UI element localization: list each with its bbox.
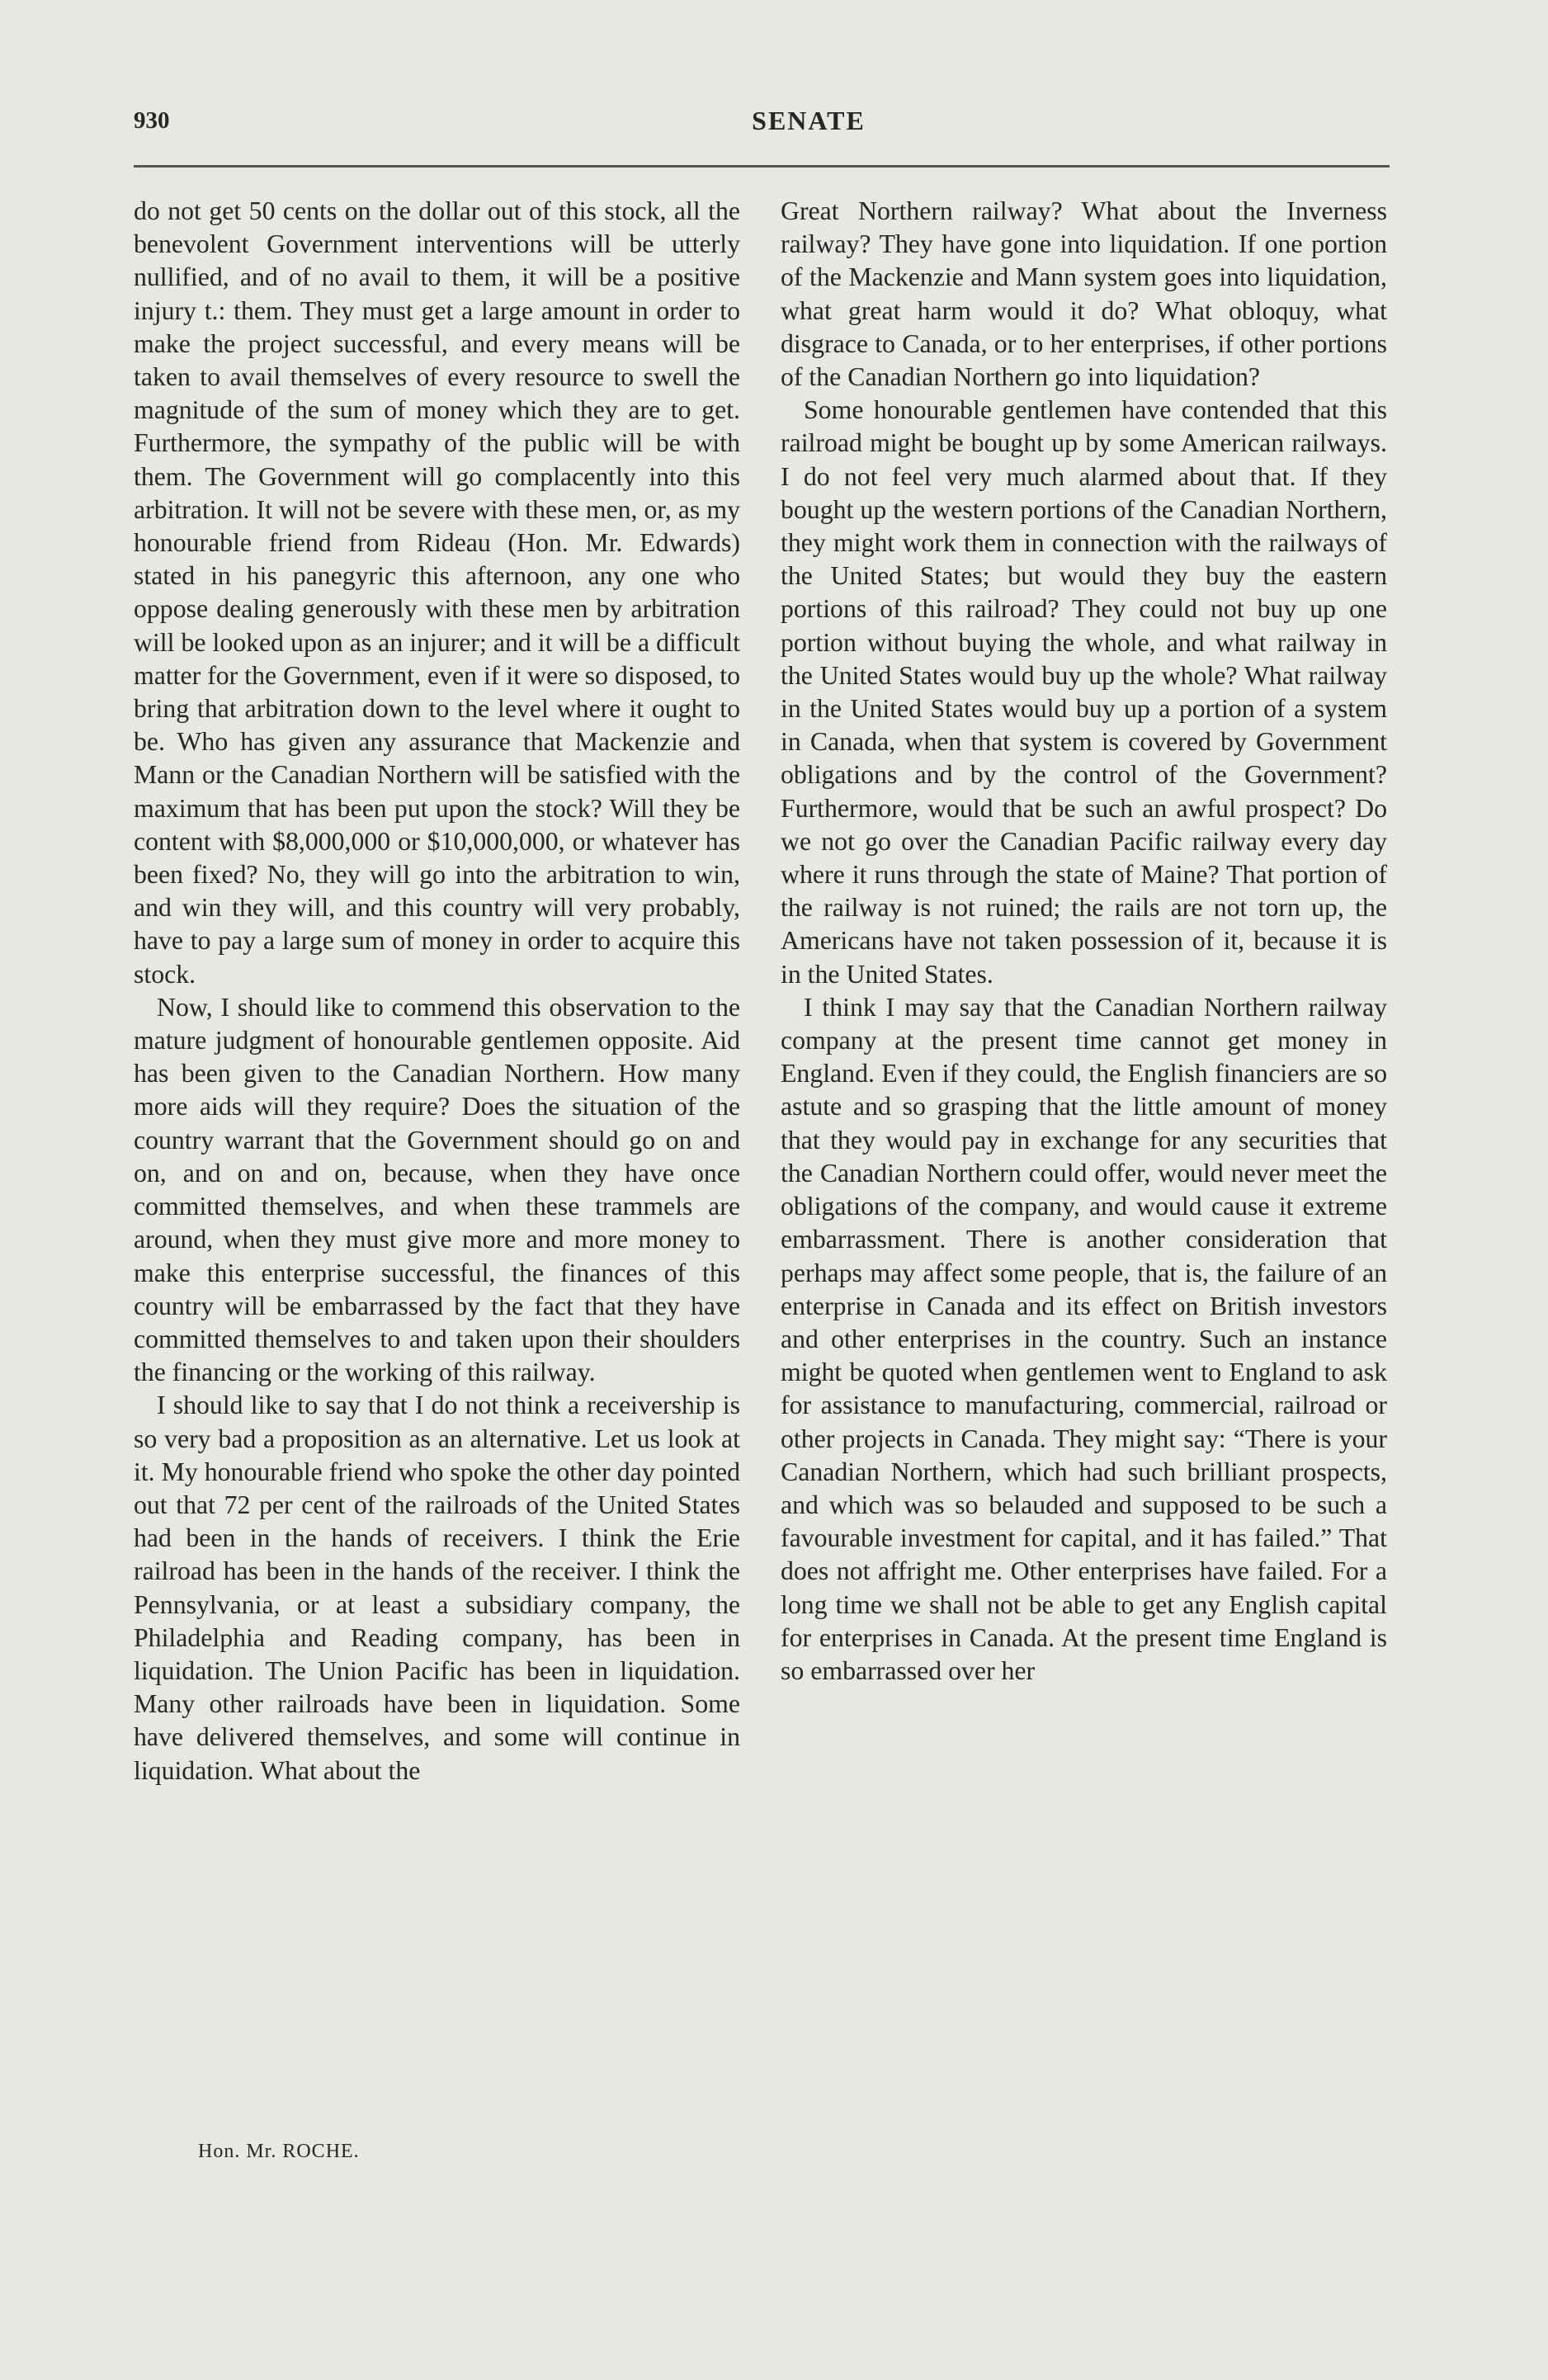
page-number: 930: [134, 107, 170, 134]
paragraph: Great Northern railway? What about the Inverness railway? They have gone into liquidation. If one portion of the Mackenzie and Mann system goes into liquidation, what great harm would it do? What obloquy, what disgrace to Canada, or to her enterprises, if other portions of the Canadian Northern go into liquidation?: [781, 196, 1387, 392]
right-column: [781, 195, 1387, 1688]
paragraph: do not get 50 cents on the dollar out of this stock, all the benevolent Government interventions will be utterly nullified, and of no avail to them, it will be a positive injury t.: them. They must get a large amount in order to make the project successful, and every means will be taken to avail themselves of every resource to swell the magnitude of the sum of money which they are to get. Furthermore, the sympathy of the public will be with them. The Government will go complacently into this arbitration. It will not be severe with these men, or, as my honourable friend from Rideau (Hon. Mr. Edwards) stated in his panegyric this afternoon, any one who oppose dealing generously with these men by arbitration will be looked upon as an injurer; and it will be a difficult matter for the Government, even if it were so disposed, to bring that arbitration down to the level where it ought to be. Who has given any assurance that Mackenzie and Mann or the Canadian Northern will be satisfied with the maximum that has been put upon the stock? Will they be content with $8,000,000 or $10,000,000, or whatever has been fixed? No, they will go into the arbitration to win, and win they will, and this country will very probably, have to pay a large sum of money in order to acquire this stock.: [134, 196, 740, 989]
paragraph: Now, I should like to commend this observation to the mature judgment of honourable gentlemen opposite. Aid has been given to the Canadian Northern. How many more aids will they require? Does the situation of the country warrant that the Government should go on and on, and on and on, because, when they have once committed themselves, and when these trammels are around, when they must give more and more money to make this enterprise successful, the finances of this country will be embarrassed by the fact that they have committed themselves to and taken upon their shoulders the financing or the working of this railway.: [134, 992, 740, 1387]
footer-speaker: Hon. Mr. ROCHE.: [198, 2141, 360, 2162]
left-column: [134, 195, 740, 1787]
paragraph: Some honourable gentlemen have contended that this railroad might be bought up by some American railways. I do not feel very much alarmed about that. If they bought up the western portions of the Canadian Northern, they might work them in connection with the railways of the United States; but would they buy the eastern portions of this railroad? They could not buy up one portion without buying the whole, and what railway in the United States would buy up the whole? What railway in the United States would buy up a portion of a system in Canada, when that system is covered by Government obligations and by the control of the Government? Furthermore, would that be such an awful prospect? Do we not go over the Canadian Pacific railway every day where it runs through the state of Maine? That portion of the railway is not ruined; the rails are not torn up, the Americans have not taken possession of it, because it is in the United States.: [781, 395, 1387, 989]
running-head-title: SENATE: [752, 106, 866, 135]
header-rule: [134, 165, 1390, 168]
paragraph: I should like to say that I do not think a receivership is so very bad a proposition as an alternative. Let us look at it. My honourable friend who spoke the other day pointed out that 72 per cent of the railroads of the United States had been in the hands of receivers. I think the Erie railroad has been in the hands of the receiver. I think the Pennsylvania, or at least a subsidiary company, the Philadelphia and Reading company, has been in liquidation. The Union Pacific has been in liquidation. Many other railroads have been in liquidation. Some have delivered themselves, and some will continue in liquidation. What about the: [134, 1391, 740, 1785]
paragraph: I think I may say that the Canadian Northern railway company at the present time cannot get money in England. Even if they could, the English financiers are so astute and so grasping that the little amount of money that they would pay in exchange for any securities that the Canadian Northern could offer, would never meet the obligations of the company, and would cause it extreme embarrassment. There is another consideration that perhaps may affect some people, that is, the failure of an enterprise in Canada and its effect on British investors and other enterprises in the country. Such an instance might be quoted when gentlemen went to England to ask for assistance to manufacturing, commercial, railroad or other projects in Canada. They might say: “There is your Canadian Northern, which had such brilliant prospects, and which was so belauded and supposed to be such a favourable investment for capital, and it has failed.” That does not affright me. Other enterprises have failed. For a long time we shall not be able to get any English capital for enterprises in Canada. At the present time England is so embarrassed over her: [781, 992, 1387, 1685]
